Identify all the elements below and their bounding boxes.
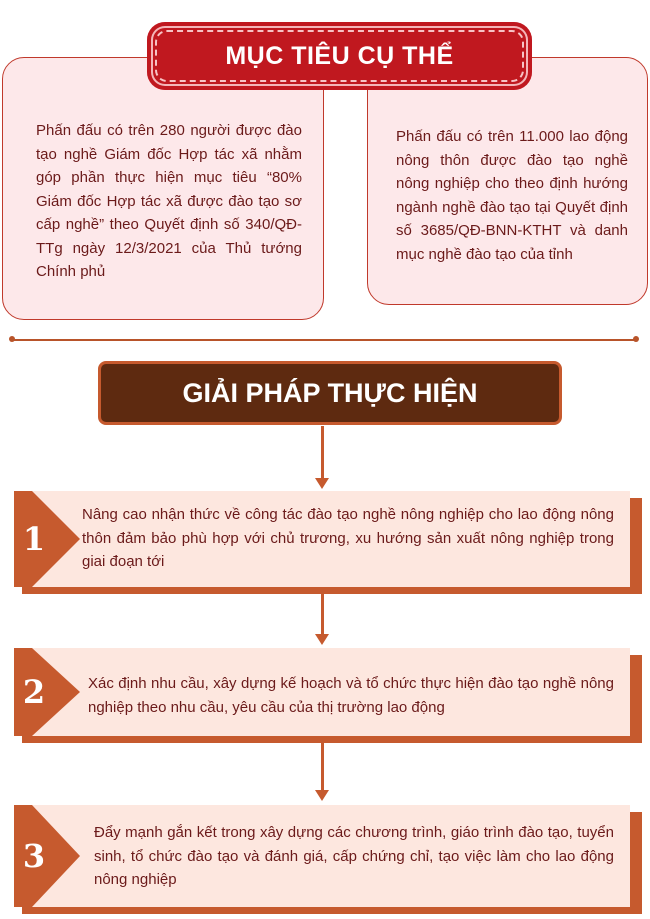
objectives-title: MỤC TIÊU CỤ THỂ [147,22,532,90]
objective-box-left [2,57,324,320]
step-1-number: 1 [22,520,46,558]
objective-right-text: Phấn đấu có trên 11.000 lao động nông thôn được đào tạo nghề nông nghiệp cho theo định hướng ngành nghề đào tạo tại Quyết định số 3685/QĐ-BNN-KTHT và danh mục nghề đào tạo của tỉnh [396,128,628,263]
connector-line-2 [321,594,324,636]
connector-line-3 [321,743,324,792]
arrow-down-icon [315,478,329,489]
objective-left-text: Phấn đấu có trên 280 người được đào tạo nghề Giám đốc Hợp tác xã nhằm góp phần thực hiện mục tiêu “80% Giám đốc Hợp tác xã được đào tạo sơ cấp nghề” theo Quyết định số 340/QĐ-TTg ngày 12/3/2021 của Thủ tướng Chính phủ [36,122,302,280]
step-3-text: Đẩy mạnh gắn kết trong xây dựng các chương trình, giáo trình đào tạo, tuyển sinh, tổ chức đào tạo và đánh giá, cấp chứng chỉ, tạo việc làm cho lao động nông nghiệp [94,824,614,888]
connector-line-1 [321,426,324,480]
section-divider [12,339,636,341]
step-3-number: 3 [22,837,46,875]
step-3-badge [14,805,80,907]
step-2-card [14,648,630,736]
arrow-down-icon [315,790,329,801]
step-1-card [14,491,630,587]
step-1-badge [14,491,80,587]
step-1-text: Nâng cao nhận thức về công tác đào tạo nghề nông nghiệp cho lao động nông thôn đảm bảo phù hợp với chủ trương, xu hướng sản xuất nông nghiệp trong giai đoạn tới [82,506,614,570]
arrow-down-icon [315,634,329,645]
step-2-badge [14,648,80,736]
solutions-title: GIẢI PHÁP THỰC HIỆN [98,361,562,425]
step-3-card [14,805,630,907]
step-2-text: Xác định nhu cầu, xây dựng kế hoạch và tổ chức thực hiện đào tạo nghề nông nghiệp theo nhu cầu, yêu cầu của thị trường lao động [88,675,614,716]
objective-box-right [367,57,648,305]
step-2-number: 2 [22,673,46,711]
